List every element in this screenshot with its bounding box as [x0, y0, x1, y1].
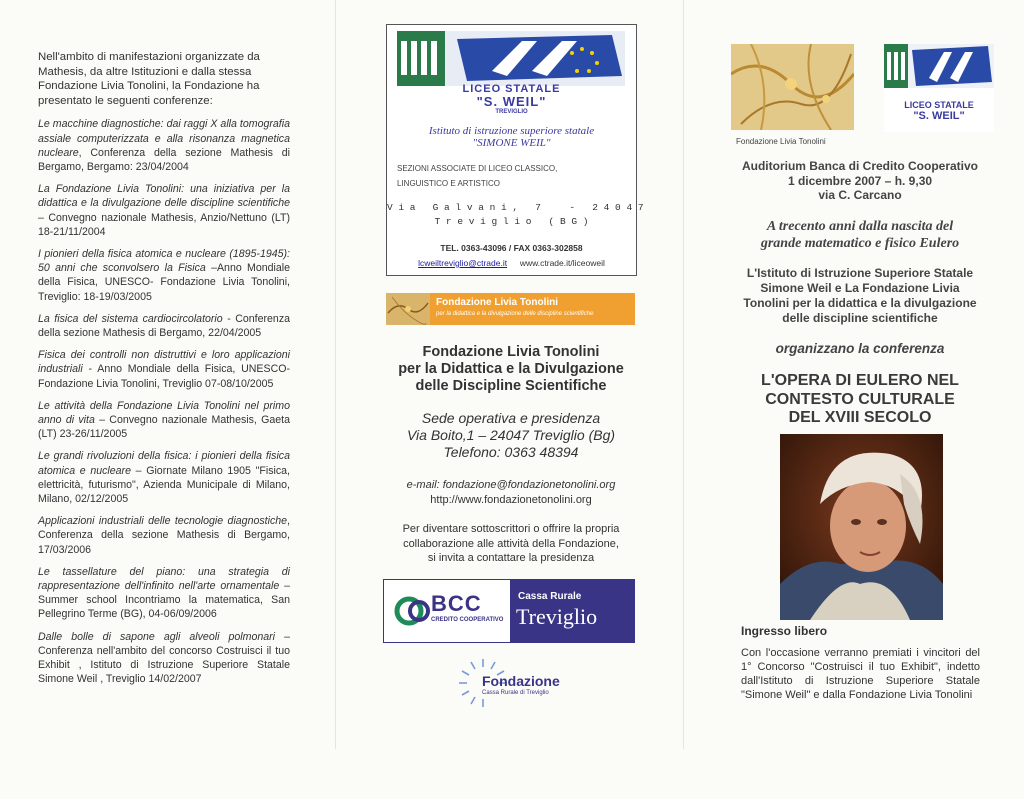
conference-item [38, 348, 290, 391]
bcc-main-text: BCC [431, 591, 482, 616]
free-entry: Ingresso libero [741, 624, 828, 638]
foundation-purpose-line2: delle Discipline Scientifiche [415, 378, 607, 394]
school-website-link[interactable]: www.ctrade.it/liceoweil [519, 258, 605, 268]
conference-item [38, 312, 290, 340]
seat-title: Sede operativa e presidenza [421, 410, 601, 426]
address-line2: T r e v i g l i o ( B G ) [434, 216, 589, 227]
conference-item [38, 247, 290, 304]
conference-list [38, 117, 290, 686]
closing-text: Con l'occasione verranno premiati i vincitori del 1° Concorso "Costruisci il tuo Exhibit", indetto dall'Istituto di Istruzione Superiore Statale "Simone Weil" e dalla Fondazione Livia Tonolini [741, 647, 980, 701]
small-school-logo [884, 44, 994, 132]
school-logo-box [386, 24, 644, 276]
organizers-line1: L'Istituto di Istruzione Superiore Statale [746, 266, 974, 280]
conference-item-title: Le tassellature del piano: una strategia di rappresentazione dell'infinito nell'arte ornamentale [38, 565, 290, 593]
conference-item-details: – Giornate Milano 1905 "Fisica, elettricità, futurismo", Azienda Municipale di Milano, Milano, 02/12/2005 [38, 464, 290, 506]
school-name-line1: Istituto di istruzione superiore statale [428, 125, 595, 137]
conference-item-details: – Convegno nazionale Mathesis, Anzio/Nettuno (LT) 18-21/11/2004 [38, 211, 290, 238]
eu-flag-small-icon [884, 44, 994, 88]
sections-line2: LINGUISTICO E ARTISTICO [397, 179, 500, 188]
invite-line3: si invita a contattare la presidenza [427, 552, 595, 564]
organize-text: organizzano la conferenza [775, 341, 945, 356]
school-email-link[interactable]: lcweiltreviglio@ctrade.it [418, 258, 508, 268]
conference-item [38, 399, 290, 442]
bcc-symbol-icon [393, 591, 433, 631]
phone-fax: TEL. 0363-43096 / FAX 0363-302858 [440, 243, 583, 253]
foundation-website-link[interactable]: http://www.fondazionetonolini.org [430, 494, 592, 506]
conference-title-line1: L'OPERA DI EULERO NEL [761, 372, 959, 389]
venue-street: via C. Carcano [818, 188, 902, 202]
invite-line1: Per diventare sottoscrittori o offrire la propria [402, 523, 620, 535]
conference-item-title: Le grandi rivoluzioni della fisica: i pionieri della fisica atomica e nucleare [38, 450, 290, 477]
eu-flag-logo-icon [397, 31, 625, 86]
event-date: 1 dicembre 2007 – h. 9,30 [787, 173, 933, 188]
conference-list-column [38, 50, 290, 799]
conference-item [38, 630, 290, 687]
small-logo-name: "S. WEIL" [913, 110, 965, 122]
conference-item-title: Le attività della Fondazione Livia Tonolini nel primo anno di vita [38, 399, 290, 427]
anniversary-line1: A trecento anni dalla nascita del [766, 219, 954, 234]
neuron-image-icon [386, 293, 430, 325]
conference-item-details: – Summer school Incontriamo la matematica, San Pellegrino Terme (BG), 04-06/09/2006 [38, 580, 290, 621]
small-logo-text: LICEO STATALE [904, 100, 974, 110]
foundation-email-link[interactable]: e-mail: fondazione@fondazionetonolini.org [406, 479, 616, 491]
conference-item-details: , Conferenza della sezione Mathesis di Bergamo, 17/03/2006 [38, 515, 290, 556]
foundation-name: Fondazione Livia Tonolini [422, 344, 600, 360]
conference-title-line2: CONTESTO CULTURALE [765, 390, 955, 408]
conference-item-details: – Convegno nazionale Mathesis, Gaeta (LT) 23-26/11/2005 [38, 414, 290, 441]
bcc-sub-text: CREDITO COOPERATIVO [431, 617, 504, 623]
conference-item-details: – Conferenza nell'ambito del concorso Costruisci il tuo Exhibit , Istituto di Istruzione Superiore Statale Simone Weil , Treviglio 14/02/2007 [38, 630, 290, 686]
venue: Auditorium Banca di Credito Cooperativo [741, 159, 978, 173]
school-name-line2: "SIMONE WEIL" [472, 137, 551, 149]
organizers-line3: Tonolini per la didattica e la divulgazione [743, 296, 977, 310]
address-line1: V i a G a l v a n i , 7 - 2 4 0 4 7 [387, 202, 644, 213]
conference-item-details: - Conferenza della sezione Mathesis di Bergamo, 22/04/2005 [38, 312, 291, 340]
conference-item-title: Fisica dei controlli non distruttivi e loro applicazioni industriali [38, 349, 290, 376]
photo-caption: Fondazione Livia Tonolini [736, 137, 826, 146]
banner-subtitle: per la didattica e la divulgazione delle discipline scientifiche [436, 311, 594, 317]
euler-portrait [780, 434, 943, 620]
intro-text: Nell'ambito di manifestazioni organizzate da Mathesis, da altre Istituzioni e dalla stessa Fondazione Livia Tonolini, la Fondazione ha presentato le seguenti conferenze: [38, 51, 260, 107]
bcc-city-text: Treviglio [516, 604, 598, 629]
conference-item-details: , Conferenza della sezione Mathesis di Bergamo, Bergamo: 23/04/2004 [38, 146, 290, 173]
sections-line1: SEZIONI ASSOCIATE DI LICEO CLASSICO, [397, 164, 558, 173]
logo-name: "S. WEIL" [476, 94, 547, 109]
bcc-logo [383, 579, 635, 643]
conference-item-details: - Anno Mondiale della Fisica, UNESCO-Fondazione Livia Tonolini, Treviglio 07-08/10/2005 [38, 363, 290, 390]
conference-item [38, 449, 290, 506]
logo-text: LICEO STATALE [462, 83, 561, 95]
organizers-line2: Simone Weil e La Fondazione Livia [760, 281, 960, 295]
school-logo-banner [397, 31, 625, 86]
logo-city: TREVIGLIO [495, 109, 528, 115]
conference-item-title: La fisica del sistema cardiocircolatorio [38, 312, 223, 325]
banner-title: Fondazione Livia Tonolini [436, 297, 559, 308]
organizers-line4: delle discipline scientifiche [782, 311, 938, 325]
conference-item [38, 565, 290, 622]
conference-item-title: Applicazioni industriali delle tecnologie diagnostiche [38, 515, 288, 528]
fondazione-logo-sub: Cassa Rurale di Treviglio [482, 690, 549, 696]
conference-title-line3: DEL XVIII SECOLO [788, 409, 932, 426]
foundation-banner [386, 293, 635, 325]
conference-item-title: I pionieri della fisica atomica e nucleare (1895-1945): 50 anni che sconvolsero la Fisica [38, 248, 290, 275]
seat-phone: Telefono: 0363 48394 [443, 444, 579, 460]
conference-item [38, 182, 290, 239]
conference-item-details: –Anno Mondiale della Fisica, UNESCO- Fondazione Livia Tonolini, Treviglio: 18-19/03/2005 [38, 262, 291, 303]
neuron-photo [731, 44, 854, 130]
fondazione-logo-text: Fondazione [482, 673, 560, 689]
invite-line2: collaborazione alle attività della Fondazione, [403, 537, 619, 550]
seat-address: Via Boito,1 – 24047 Treviglio (Bg) [406, 427, 616, 443]
conference-item-title: Le macchine diagnostiche: dai raggi X alla tomografia assiale computerizzata e alla risonanza magnetica nucleare [38, 118, 290, 159]
conference-item [38, 117, 290, 174]
fold-line-right [683, 0, 684, 749]
fold-line-left [335, 0, 336, 749]
conference-item-title: La Fondazione Livia Tonolini: una iniziativa per la didattica e la divulgazione delle discipline scientifiche [38, 183, 290, 210]
anniversary-line2: grande matematico e fisico Eulero [760, 236, 960, 251]
bcc-cassa-text: Cassa Rurale [518, 591, 582, 602]
conference-item [38, 514, 290, 557]
foundation-purpose-line1: per la Didattica e la Divulgazione [398, 361, 624, 377]
conference-item-title: Dalle bolle di sapone agli alveoli polmonari [38, 630, 276, 643]
